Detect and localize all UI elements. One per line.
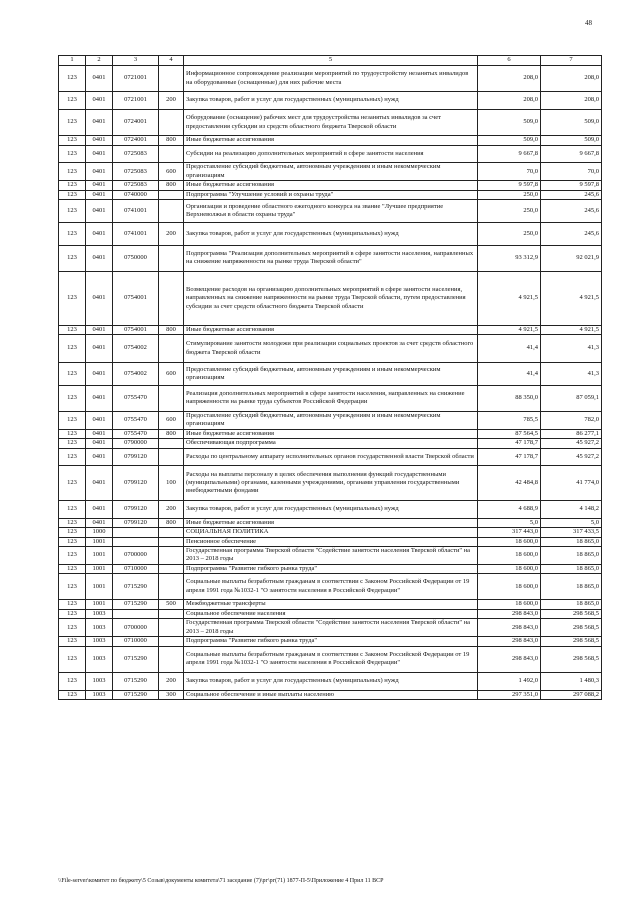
table-row <box>59 325 602 334</box>
amount-actual-cell: 509,0 <box>541 109 602 135</box>
amount-plan-cell: 41,4 <box>478 363 541 386</box>
code-admin-cell: 123 <box>59 637 86 646</box>
header-cell: 4 <box>159 56 184 66</box>
code-expense-type-cell <box>159 145 184 163</box>
table-row <box>59 66 602 92</box>
description-cell: Межбюджетные трансферты <box>184 600 478 609</box>
code-section-cell: 1003 <box>86 690 113 699</box>
code-admin-cell: 123 <box>59 325 86 334</box>
amount-actual-cell: 9 667,8 <box>541 145 602 163</box>
code-section-cell: 0401 <box>86 109 113 135</box>
amount-plan-cell: 298 843,0 <box>478 646 541 672</box>
code-target-cell: 0741001 <box>113 200 159 223</box>
code-target-cell: 0721001 <box>113 92 159 110</box>
code-expense-type-cell: 600 <box>159 163 184 181</box>
amount-plan-cell: 93 312,9 <box>478 245 541 271</box>
description-cell: Иные бюджетные ассигнования <box>184 325 478 334</box>
description-cell: Государственная программа Тверской области "Содействие занятости населения Тверской области" на 2013 – 2018 годы <box>184 619 478 637</box>
amount-plan-cell: 208,0 <box>478 92 541 110</box>
budget-table <box>58 55 602 700</box>
code-admin-cell: 123 <box>59 528 86 537</box>
amount-actual-cell: 509,0 <box>541 136 602 145</box>
code-expense-type-cell: 100 <box>159 466 184 501</box>
description-cell: Оборудование (оснащение) рабочих мест для трудоустройства незанятых инвалидов за счет предоставления субсидии из средств областного бюджета Тверской области <box>184 109 478 135</box>
file-path-footer: \\File-server\комитет по бюджету\5 Созыв\документы комитета\71 заседание (7)\рг\рг(71) 1877-П-5\Приложение 4 Прил 11 ВСР <box>58 878 384 884</box>
code-target-cell: 0715290 <box>113 600 159 609</box>
code-admin-cell: 123 <box>59 646 86 672</box>
code-target-cell: 0721001 <box>113 66 159 92</box>
code-target-cell: 0724001 <box>113 109 159 135</box>
code-section-cell: 0401 <box>86 518 113 527</box>
amount-plan-cell: 298 843,0 <box>478 619 541 637</box>
code-section-cell: 1001 <box>86 547 113 565</box>
code-expense-type-cell <box>159 66 184 92</box>
code-admin-cell: 123 <box>59 163 86 181</box>
code-expense-type-cell: 200 <box>159 501 184 519</box>
table-row <box>59 222 602 245</box>
code-target-cell: 0755470 <box>113 429 159 438</box>
code-expense-type-cell <box>159 245 184 271</box>
table-row <box>59 448 602 466</box>
amount-plan-cell: 18 600,0 <box>478 600 541 609</box>
table-row <box>59 200 602 223</box>
code-target-cell <box>113 609 159 618</box>
description-cell: Подпрограмма "Развитие гибкого рынка труда" <box>184 564 478 573</box>
code-admin-cell: 123 <box>59 429 86 438</box>
code-admin-cell: 123 <box>59 245 86 271</box>
table-row <box>59 609 602 618</box>
amount-plan-cell: 18 600,0 <box>478 574 541 600</box>
amount-plan-cell: 9 667,8 <box>478 145 541 163</box>
table-body <box>59 56 602 700</box>
table-row <box>59 163 602 181</box>
code-admin-cell: 123 <box>59 574 86 600</box>
amount-plan-cell: 4 921,5 <box>478 325 541 334</box>
code-section-cell: 0401 <box>86 271 113 325</box>
code-admin-cell: 123 <box>59 109 86 135</box>
description-cell: Закупка товаров, работ и услуг для государственных (муниципальных) нужд <box>184 501 478 519</box>
code-expense-type-cell <box>159 335 184 363</box>
table-row <box>59 335 602 363</box>
amount-actual-cell: 45 927,2 <box>541 448 602 466</box>
code-expense-type-cell <box>159 537 184 546</box>
amount-plan-cell: 509,0 <box>478 109 541 135</box>
amount-actual-cell: 245,6 <box>541 222 602 245</box>
code-target-cell: 0715290 <box>113 574 159 600</box>
amount-actual-cell: 41,3 <box>541 363 602 386</box>
code-admin-cell: 123 <box>59 672 86 690</box>
amount-actual-cell: 4 921,5 <box>541 325 602 334</box>
amount-plan-cell: 4 688,9 <box>478 501 541 519</box>
code-admin-cell: 123 <box>59 609 86 618</box>
code-section-cell: 1003 <box>86 646 113 672</box>
table-row <box>59 271 602 325</box>
table-row <box>59 363 602 386</box>
code-target-cell: 0750000 <box>113 245 159 271</box>
header-row <box>59 56 602 66</box>
code-section-cell: 1003 <box>86 637 113 646</box>
code-expense-type-cell: 600 <box>159 363 184 386</box>
code-section-cell: 0401 <box>86 222 113 245</box>
table-row <box>59 564 602 573</box>
amount-plan-cell: 87 564,5 <box>478 429 541 438</box>
amount-actual-cell: 4 921,5 <box>541 271 602 325</box>
description-cell: Государственная программа Тверской области "Содействие занятости населения Тверской области" на 2013 – 2018 годы <box>184 547 478 565</box>
amount-plan-cell: 41,4 <box>478 335 541 363</box>
code-section-cell: 0401 <box>86 429 113 438</box>
amount-actual-cell: 782,0 <box>541 412 602 430</box>
amount-plan-cell: 297 351,0 <box>478 690 541 699</box>
code-target-cell: 0755470 <box>113 385 159 411</box>
code-target-cell: 0799120 <box>113 501 159 519</box>
code-target-cell: 0710000 <box>113 637 159 646</box>
amount-actual-cell: 87 059,1 <box>541 385 602 411</box>
code-admin-cell: 123 <box>59 335 86 363</box>
table-row <box>59 466 602 501</box>
table-row <box>59 690 602 699</box>
amount-plan-cell: 250,0 <box>478 222 541 245</box>
amount-plan-cell: 250,0 <box>478 200 541 223</box>
code-target-cell: 0715290 <box>113 646 159 672</box>
code-admin-cell: 123 <box>59 690 86 699</box>
amount-actual-cell: 18 865,0 <box>541 574 602 600</box>
description-cell: Предоставление субсидий бюджетным, автономным учреждениям и иным некоммерческим организациям <box>184 412 478 430</box>
code-expense-type-cell: 500 <box>159 600 184 609</box>
code-section-cell: 0401 <box>86 245 113 271</box>
amount-actual-cell: 18 865,0 <box>541 600 602 609</box>
description-cell: Субсидии на реализацию дополнительных мероприятий в сфере занятости населения <box>184 145 478 163</box>
amount-plan-cell: 5,0 <box>478 518 541 527</box>
table-row <box>59 385 602 411</box>
code-section-cell: 0401 <box>86 439 113 448</box>
code-target-cell: 0754001 <box>113 325 159 334</box>
amount-actual-cell: 4 148,2 <box>541 501 602 519</box>
amount-actual-cell: 298 568,5 <box>541 609 602 618</box>
code-section-cell: 0401 <box>86 136 113 145</box>
code-admin-cell: 123 <box>59 537 86 546</box>
code-admin-cell: 123 <box>59 222 86 245</box>
code-expense-type-cell: 200 <box>159 672 184 690</box>
code-target-cell: 0700000 <box>113 619 159 637</box>
amount-actual-cell: 1 480,3 <box>541 672 602 690</box>
code-section-cell: 1003 <box>86 619 113 637</box>
code-target-cell: 0725083 <box>113 145 159 163</box>
code-section-cell: 1001 <box>86 537 113 546</box>
amount-plan-cell: 88 350,0 <box>478 385 541 411</box>
amount-plan-cell: 9 597,8 <box>478 181 541 190</box>
amount-plan-cell: 42 484,8 <box>478 466 541 501</box>
code-expense-type-cell <box>159 528 184 537</box>
table-row <box>59 109 602 135</box>
code-admin-cell: 123 <box>59 385 86 411</box>
amount-plan-cell: 18 600,0 <box>478 547 541 565</box>
code-admin-cell: 123 <box>59 181 86 190</box>
amount-actual-cell: 298 568,5 <box>541 619 602 637</box>
table-row <box>59 145 602 163</box>
code-expense-type-cell: 300 <box>159 690 184 699</box>
table-row <box>59 619 602 637</box>
table-row <box>59 412 602 430</box>
code-section-cell: 0401 <box>86 145 113 163</box>
amount-plan-cell: 18 600,0 <box>478 564 541 573</box>
description-cell: Социальное обеспечение населения <box>184 609 478 618</box>
code-expense-type-cell: 800 <box>159 518 184 527</box>
description-cell: Закупка товаров, работ и услуг для государственных (муниципальных) нужд <box>184 92 478 110</box>
code-section-cell: 1003 <box>86 672 113 690</box>
code-target-cell <box>113 528 159 537</box>
table-row <box>59 190 602 199</box>
code-admin-cell: 123 <box>59 501 86 519</box>
code-expense-type-cell <box>159 619 184 637</box>
description-cell: Социальные выплаты безработным гражданам в соответствии с Законом Российской Федерации от 19 апреля 1991 года №1032-1 "О занятости населения в Российской Федерации" <box>184 574 478 600</box>
page-number: 48 <box>585 19 592 27</box>
code-expense-type-cell: 800 <box>159 136 184 145</box>
code-section-cell: 0401 <box>86 325 113 334</box>
amount-actual-cell: 70,0 <box>541 163 602 181</box>
amount-plan-cell: 18 600,0 <box>478 537 541 546</box>
amount-plan-cell: 298 843,0 <box>478 609 541 618</box>
amount-plan-cell: 4 921,5 <box>478 271 541 325</box>
code-section-cell: 0401 <box>86 181 113 190</box>
table-row <box>59 637 602 646</box>
code-admin-cell: 123 <box>59 547 86 565</box>
description-cell: Иные бюджетные ассигнования <box>184 429 478 438</box>
code-admin-cell: 123 <box>59 619 86 637</box>
code-admin-cell: 123 <box>59 145 86 163</box>
table-row <box>59 439 602 448</box>
code-admin-cell: 123 <box>59 271 86 325</box>
description-cell: Предоставление субсидий бюджетным, автономным учреждениям и иным некоммерческим организациям <box>184 363 478 386</box>
description-cell: Иные бюджетные ассигнования <box>184 181 478 190</box>
table-row <box>59 501 602 519</box>
description-cell: Расходы на выплаты персоналу в целях обеспечения выполнения функций государственными (муниципальными) органами, казенными учреждениями, органами управления государственными внебюджетными фондами <box>184 466 478 501</box>
code-admin-cell: 123 <box>59 564 86 573</box>
code-target-cell: 0799120 <box>113 448 159 466</box>
description-cell: Иные бюджетные ассигнования <box>184 136 478 145</box>
code-section-cell: 0401 <box>86 385 113 411</box>
table-row <box>59 646 602 672</box>
code-section-cell: 0401 <box>86 163 113 181</box>
code-target-cell: 0799120 <box>113 466 159 501</box>
amount-plan-cell: 785,5 <box>478 412 541 430</box>
amount-actual-cell: 208,0 <box>541 66 602 92</box>
header-cell: 1 <box>59 56 86 66</box>
amount-actual-cell: 245,6 <box>541 200 602 223</box>
description-cell: Подпрограмма "Реализация дополнительных мероприятий в сфере занятости населения, направленных на снижение напряженности на рынке труда Тверской области" <box>184 245 478 271</box>
table-row <box>59 518 602 527</box>
description-cell: Стимулирование занятости молодежи при реализации социальных проектов за счет средств областного бюджета Тверской области <box>184 335 478 363</box>
amount-actual-cell: 317 433,5 <box>541 528 602 537</box>
code-expense-type-cell: 800 <box>159 325 184 334</box>
code-section-cell: 1001 <box>86 600 113 609</box>
code-target-cell: 0799120 <box>113 518 159 527</box>
code-target-cell: 0710000 <box>113 564 159 573</box>
code-target-cell: 0741001 <box>113 222 159 245</box>
code-expense-type-cell <box>159 385 184 411</box>
table-row <box>59 245 602 271</box>
code-admin-cell: 123 <box>59 412 86 430</box>
code-expense-type-cell <box>159 109 184 135</box>
code-section-cell: 1000 <box>86 528 113 537</box>
description-cell: СОЦИАЛЬНАЯ ПОЛИТИКА <box>184 528 478 537</box>
amount-actual-cell: 298 568,5 <box>541 637 602 646</box>
code-section-cell: 0401 <box>86 501 113 519</box>
code-section-cell: 0401 <box>86 448 113 466</box>
code-admin-cell: 123 <box>59 448 86 466</box>
amount-plan-cell: 317 443,0 <box>478 528 541 537</box>
code-expense-type-cell: 600 <box>159 412 184 430</box>
code-expense-type-cell <box>159 646 184 672</box>
description-cell: Подпрограмма "Развитие гибкого рынка труда" <box>184 637 478 646</box>
table-row <box>59 574 602 600</box>
amount-plan-cell: 298 843,0 <box>478 637 541 646</box>
amount-actual-cell: 18 865,0 <box>541 547 602 565</box>
amount-actual-cell: 208,0 <box>541 92 602 110</box>
code-admin-cell: 123 <box>59 518 86 527</box>
code-section-cell: 1001 <box>86 574 113 600</box>
amount-plan-cell: 250,0 <box>478 190 541 199</box>
amount-actual-cell: 41,3 <box>541 335 602 363</box>
amount-actual-cell: 86 277,1 <box>541 429 602 438</box>
code-admin-cell: 123 <box>59 363 86 386</box>
description-cell: Информационное сопровождение реализации мероприятий по трудоустройству незанятых инвалидов на оборудованные (оснащенные) для них рабочие места <box>184 66 478 92</box>
amount-plan-cell: 70,0 <box>478 163 541 181</box>
amount-plan-cell: 47 178,7 <box>478 439 541 448</box>
code-expense-type-cell <box>159 271 184 325</box>
amount-actual-cell: 245,6 <box>541 190 602 199</box>
code-admin-cell: 123 <box>59 439 86 448</box>
code-expense-type-cell <box>159 439 184 448</box>
code-admin-cell: 123 <box>59 136 86 145</box>
code-section-cell: 0401 <box>86 66 113 92</box>
amount-actual-cell: 41 774,0 <box>541 466 602 501</box>
table-row <box>59 136 602 145</box>
header-cell: 3 <box>113 56 159 66</box>
code-section-cell: 0401 <box>86 363 113 386</box>
code-expense-type-cell <box>159 609 184 618</box>
code-expense-type-cell <box>159 190 184 199</box>
code-section-cell: 0401 <box>86 412 113 430</box>
amount-plan-cell: 1 492,0 <box>478 672 541 690</box>
header-cell: 6 <box>478 56 541 66</box>
table-row <box>59 92 602 110</box>
table-row <box>59 537 602 546</box>
code-section-cell: 0401 <box>86 335 113 363</box>
code-expense-type-cell <box>159 200 184 223</box>
code-expense-type-cell: 800 <box>159 429 184 438</box>
code-admin-cell: 123 <box>59 200 86 223</box>
code-section-cell: 0401 <box>86 466 113 501</box>
description-cell: Предоставление субсидий бюджетным, автономным учреждениям и иным некоммерческим организациям <box>184 163 478 181</box>
code-target-cell: 0754002 <box>113 335 159 363</box>
table-row <box>59 672 602 690</box>
code-expense-type-cell <box>159 547 184 565</box>
table-row <box>59 547 602 565</box>
code-section-cell: 1001 <box>86 564 113 573</box>
description-cell: Иные бюджетные ассигнования <box>184 518 478 527</box>
amount-plan-cell: 509,0 <box>478 136 541 145</box>
table-row <box>59 429 602 438</box>
amount-actual-cell: 297 088,2 <box>541 690 602 699</box>
description-cell: Подпрограмма "Улучшение условий и охраны труда" <box>184 190 478 199</box>
code-target-cell: 0790000 <box>113 439 159 448</box>
amount-actual-cell: 298 568,5 <box>541 646 602 672</box>
description-cell: Закупка товаров, работ и услуг для государственных (муниципальных) нужд <box>184 222 478 245</box>
amount-plan-cell: 47 178,7 <box>478 448 541 466</box>
code-target-cell: 0715290 <box>113 690 159 699</box>
code-admin-cell: 123 <box>59 92 86 110</box>
table-row <box>59 600 602 609</box>
code-expense-type-cell: 800 <box>159 181 184 190</box>
code-expense-type-cell <box>159 564 184 573</box>
code-target-cell: 0755470 <box>113 412 159 430</box>
code-target-cell <box>113 537 159 546</box>
description-cell: Расходы по центральному аппарату исполнительных органов государственной власти Тверской области <box>184 448 478 466</box>
amount-actual-cell: 45 927,2 <box>541 439 602 448</box>
code-section-cell: 0401 <box>86 92 113 110</box>
header-cell: 5 <box>184 56 478 66</box>
code-expense-type-cell: 200 <box>159 92 184 110</box>
code-target-cell: 0725083 <box>113 163 159 181</box>
code-target-cell: 0754002 <box>113 363 159 386</box>
amount-actual-cell: 92 021,9 <box>541 245 602 271</box>
amount-actual-cell: 9 597,8 <box>541 181 602 190</box>
header-cell: 2 <box>86 56 113 66</box>
description-cell: Обеспечивающая подпрограмма <box>184 439 478 448</box>
code-section-cell: 0401 <box>86 190 113 199</box>
code-target-cell: 0740000 <box>113 190 159 199</box>
code-admin-cell: 123 <box>59 66 86 92</box>
code-target-cell: 0724001 <box>113 136 159 145</box>
code-admin-cell: 123 <box>59 190 86 199</box>
table-row <box>59 181 602 190</box>
description-cell: Организация и проведение областного ежегодного конкурса на звание "Лучшее предприятие Верхневолжья в области охраны труда" <box>184 200 478 223</box>
code-admin-cell: 123 <box>59 466 86 501</box>
code-target-cell: 0754001 <box>113 271 159 325</box>
code-target-cell: 0725083 <box>113 181 159 190</box>
code-admin-cell: 123 <box>59 600 86 609</box>
code-section-cell: 0401 <box>86 200 113 223</box>
code-section-cell: 1003 <box>86 609 113 618</box>
description-cell: Социальное обеспечение и иные выплаты населению <box>184 690 478 699</box>
code-target-cell: 0715290 <box>113 672 159 690</box>
code-expense-type-cell <box>159 637 184 646</box>
description-cell: Закупка товаров, работ и услуг для государственных (муниципальных) нужд <box>184 672 478 690</box>
code-expense-type-cell: 200 <box>159 222 184 245</box>
description-cell: Пенсионное обеспечение <box>184 537 478 546</box>
amount-plan-cell: 208,0 <box>478 66 541 92</box>
code-expense-type-cell <box>159 448 184 466</box>
description-cell: Возмещение расходов на организацию дополнительных мероприятий в сфере занятости населения, направленных на снижение напряженности на рынке труда Тверской области, путем предоставления субсидии за счет средств областного бюджета Тверской области <box>184 271 478 325</box>
amount-actual-cell: 18 865,0 <box>541 564 602 573</box>
amount-actual-cell: 18 865,0 <box>541 537 602 546</box>
code-target-cell: 0700000 <box>113 547 159 565</box>
description-cell: Социальные выплаты безработным гражданам в соответствии с Законом Российской Федерации от 19 апреля 1991 года №1032-1 "О занятости населения в Российской Федерации" <box>184 646 478 672</box>
amount-actual-cell: 5,0 <box>541 518 602 527</box>
code-expense-type-cell <box>159 574 184 600</box>
table-row <box>59 528 602 537</box>
header-cell: 7 <box>541 56 602 66</box>
description-cell: Реализация дополнительных мероприятий в сфере занятости населения, направленных на снижение напряженности на рынке труда субъектов Российской Федерации <box>184 385 478 411</box>
